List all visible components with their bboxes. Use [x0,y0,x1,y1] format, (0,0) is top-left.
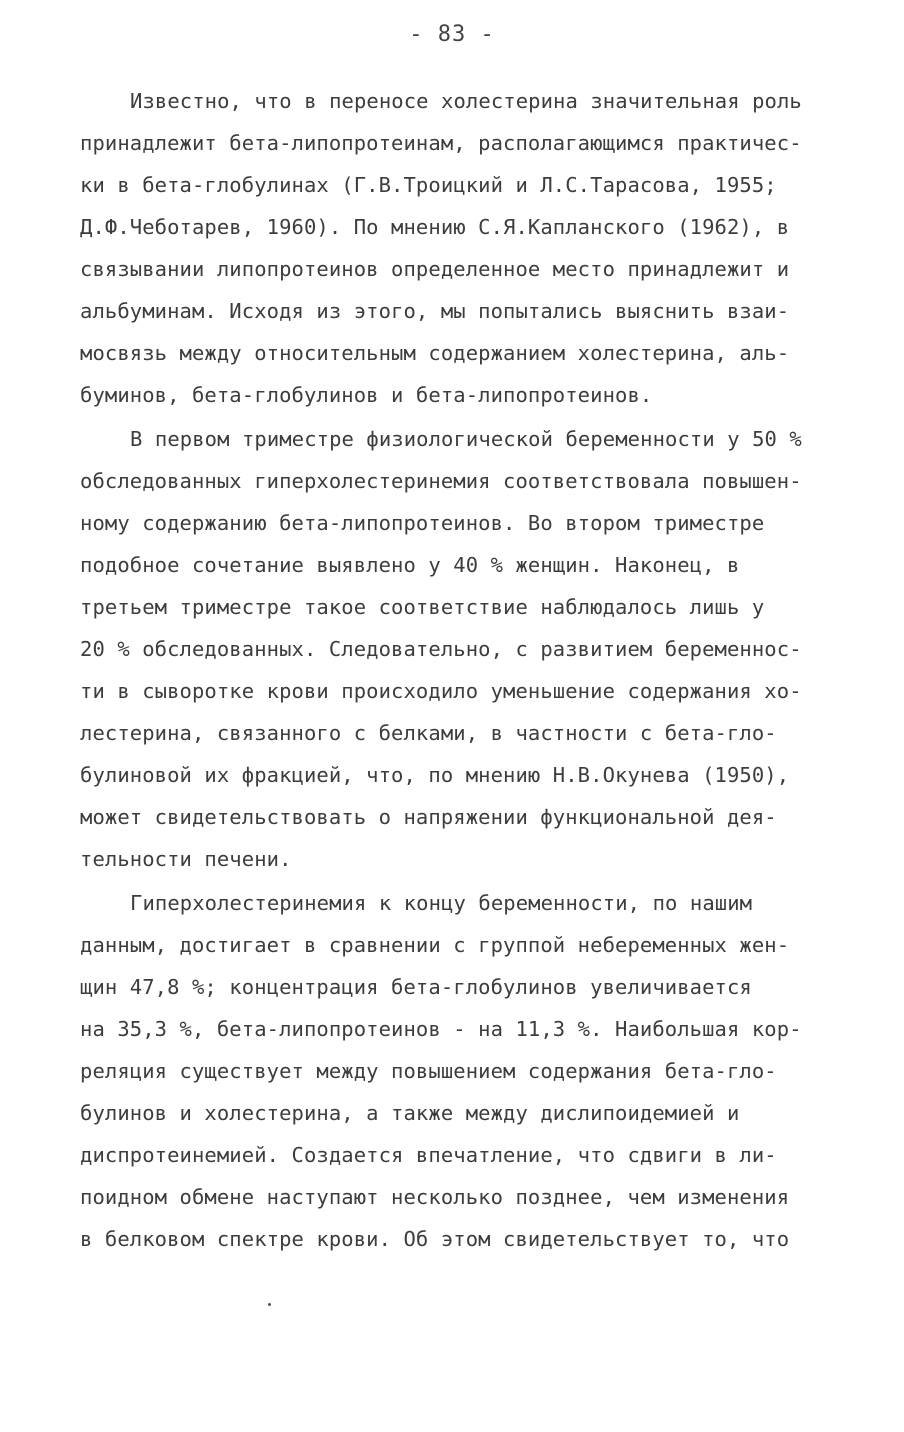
paragraph-2-line-7: ти в сыворотке крови происходило уменьшение содержания хо- [80,679,802,703]
paragraph-2-line-11: тельности печени. [80,847,292,871]
paragraph-2-line-4: подобное сочетание выявлено у 40 % женщин. Наконец, в [80,553,740,577]
paragraph-3-line-1: Гиперхолестеринемия к концу беременности, по нашим [130,891,753,915]
paragraph-1-line-4: Д.Ф.Чеботарев, 1960). По мнению С.Я.Капланского (1962), в [80,215,790,239]
paragraph-2-line-8: лестерина, связанного с белками, в частности с бета-гло- [80,721,777,745]
paragraph-2-line-3: ному содержанию бета-липопротеинов. Во втором триместре [80,511,765,535]
paragraph-1-line-7: мосвязь между относительным содержанием холестерина, аль- [80,341,790,365]
paragraph-2-line-9: булиновой их фракцией, что, по мнению Н.В.Окунева (1950), [80,763,790,787]
paragraph-2-line-2: обследованных гиперхолестеринемия соответствовала повышен- [80,469,802,493]
paragraph-1-line-1: Известно, что в переносе холестерина значительная роль [130,89,802,113]
paragraph-2-line-5: третьем триместре такое соответствие наблюдалось лишь у [80,595,765,619]
paragraph-1-line-6: альбуминам. Исходя из этого, мы попытались выяснить взаи- [80,299,790,323]
paragraph-1-line-3: ки в бета-глобулинах (Г.В.Троицкий и Л.С.Тарасова, 1955; [80,173,777,197]
paragraph-2-line-10: может свидетельствовать о напряжении функциональной дея- [80,805,777,829]
paragraph-2-line-1: В первом триместре физиологической беременности у 50 % [130,427,802,451]
paragraph-1-line-5: связывании липопротеинов определенное место принадлежит и [80,257,790,281]
paragraph-1-line-8: буминов, бета-глобулинов и бета-липопротеинов. [80,383,653,407]
paragraph-3-line-2: данным, достигает в сравнении с группой небеременных жен- [80,933,790,957]
paragraph-3-line-8: поидном обмене наступают несколько позднее, чем изменения [80,1185,790,1209]
paragraph-2-line-6: 20 % обследованных. Следовательно, с развитием беременнос- [80,637,802,661]
paragraph-3-line-6: булинов и холестерина, а также между дислипоидемией и [80,1101,740,1125]
scan-speck [268,1303,271,1306]
paragraph-3-line-3: щин 47,8 %; концентрация бета-глобулинов увеличивается [80,975,752,999]
paragraph-1-line-2: принадлежит бета-липопротеинам, располагающимся практичес- [80,131,802,155]
paragraph-3-line-7: диспротеинемией. Создается впечатление, что сдвиги в ли- [80,1143,777,1167]
paragraph-3-line-5: реляция существует между повышением содержания бета-гло- [80,1059,777,1083]
paragraph-3-line-9: в белковом спектре крови. Об этом свидетельствует то, что [80,1227,790,1251]
page-number: - 83 - [409,22,495,47]
paragraph-3-line-4: на 35,3 %, бета-липопротеинов - на 11,3 %. Наибольшая кор- [80,1017,802,1041]
